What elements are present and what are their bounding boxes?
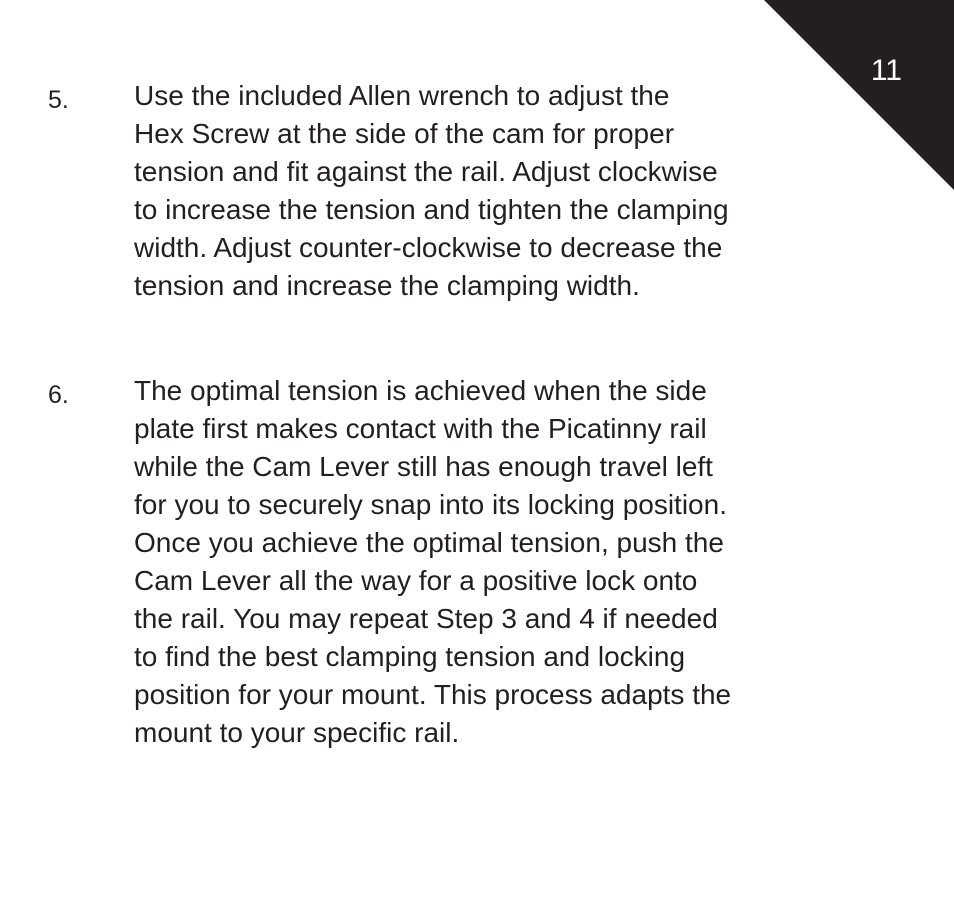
step-number: 5.	[48, 86, 69, 114]
page-number: 11	[870, 54, 902, 87]
step-number: 6.	[48, 381, 69, 409]
step-text: Use the included Allen wrench to adjust the Hex Screw at the side of the cam for proper tension and fit against the rail. Adjust clockwise to increase the tension and tighten the clamping width. Adjust counter-clockwise to decrease the tension and increase the clamping width.	[134, 80, 729, 301]
step-text: The optimal tension is achieved when the side plate first makes contact with the Picatinny rail while the Cam Lever still has enough travel left for you to securely snap into its locking position. Once you achieve the optimal tension, push the Cam Lever all the way for a positive lock onto the rail. You may repeat Step 3 and 4 if needed to find the best clamping tension and locking position for your mount. This process adapts the mount to your specific rail.	[134, 375, 732, 748]
